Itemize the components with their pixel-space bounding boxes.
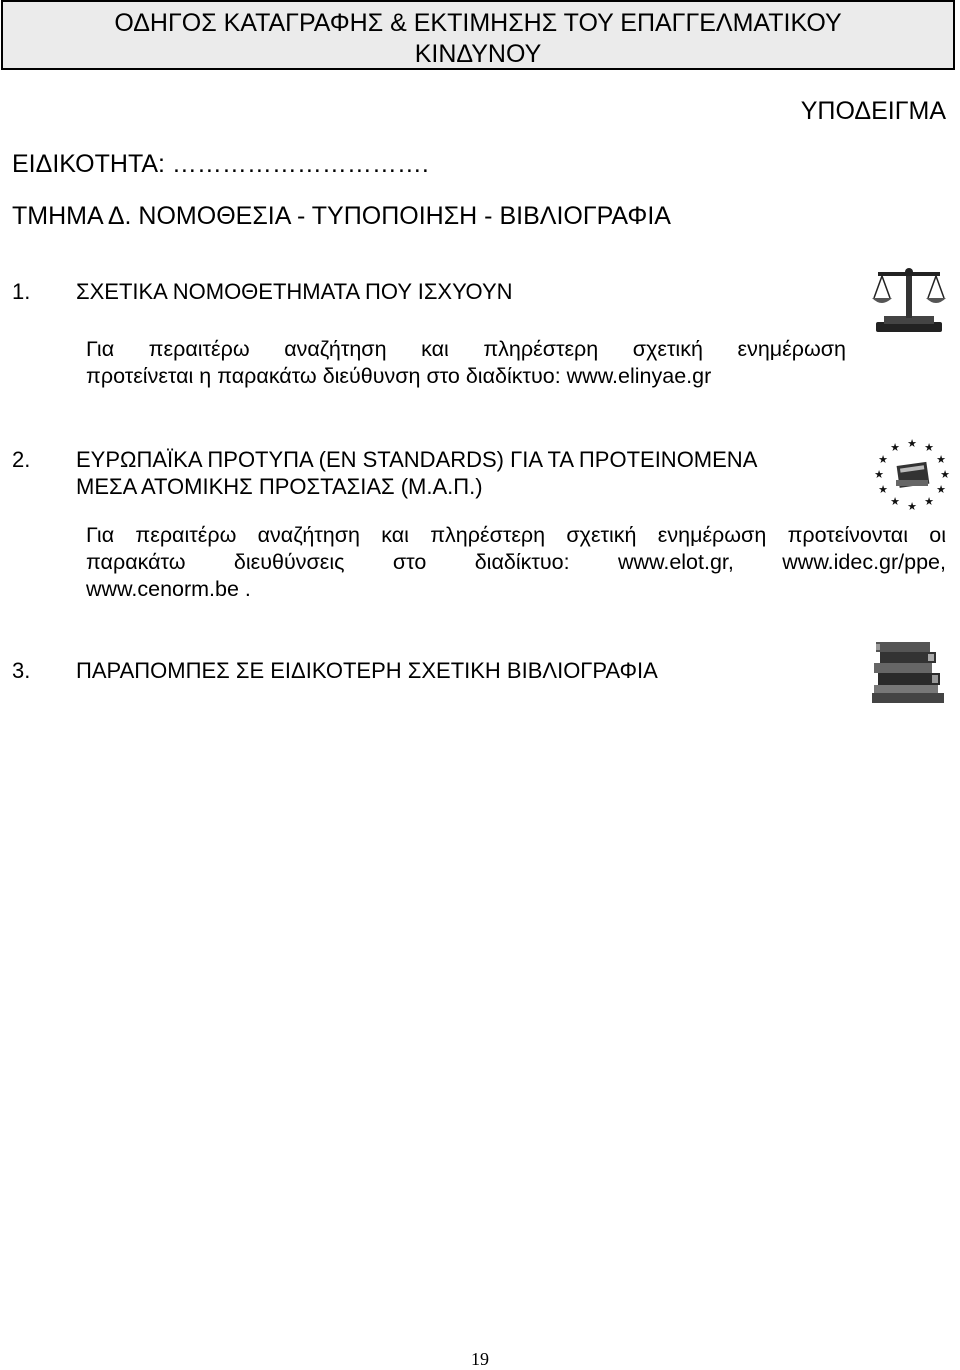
section-1-number: 1. [12, 279, 31, 304]
document-title-line-2: ΚΙΝΔΥΝΟΥ [414, 40, 542, 68]
section-2-heading-line-2: ΜΕΣΑ ΑΤΟΜΙΚΗΣ ΠΡΟΣΤΑΣΙΑΣ (Μ.Α.Π.) [76, 474, 483, 499]
section-2-body-line-2: παρακάτω διευθύνσεις στο διαδίκτυο: www.elot.gr, www.idec.gr/ppe, [86, 550, 946, 574]
section-1-heading: ΣΧΕΤΙΚΑ ΝΟΜΟΘΕΤΗΜΑΤΑ ΠΟΥ ΙΣΧΥΟΥΝ [76, 279, 513, 304]
svg-text:★: ★ [907, 500, 917, 512]
section-1-body-line-1: Για περαιτέρω αναζήτηση και πληρέστερη σχετική ενημέρωση [86, 337, 846, 361]
section-title: ΤΜΗΜΑ Δ. ΝΟΜΟΘΕΣΙΑ - ΤΥΠΟΠΟΙΗΣΗ - ΒΙΒΛΙΟΓΡΑΦΙΑ [12, 202, 671, 230]
svg-text:★: ★ [936, 453, 946, 466]
document-title-box [1, 0, 955, 70]
book-stack-icon [872, 640, 946, 704]
svg-text:★: ★ [874, 468, 884, 481]
section-2-body-line-1: Για περαιτέρω αναζήτηση και πληρέστερη σχετική ενημέρωση προτείνονται οι [86, 523, 946, 547]
section-2-body-line-3: www.cenorm.be . [86, 577, 251, 601]
svg-text:★: ★ [878, 483, 888, 496]
svg-text:★: ★ [878, 453, 888, 466]
section-2-number: 2. [12, 447, 31, 472]
page-number: 19 [471, 1349, 489, 1369]
eu-stars-book-icon [874, 436, 950, 512]
sample-label: ΥΠΟΔΕΙΓΜΑ [800, 97, 946, 125]
section-1-body-line-2: προτείνεται η παρακάτω διεύθυνση στο διαδίκτυο: www.elinyae.gr [86, 364, 712, 388]
svg-text:★: ★ [924, 441, 934, 454]
svg-text:★: ★ [940, 468, 950, 481]
svg-text:★: ★ [907, 437, 917, 450]
document-title-line-1: ΟΔΗΓΟΣ ΚΑΤΑΓΡΑΦΗΣ & ΕΚΤΙΜΗΣΗΣ ΤΟΥ ΕΠΑΓΓΕΛΜΑΤΙΚΟΥ [114, 9, 842, 37]
svg-text:★: ★ [890, 441, 900, 454]
section-3-heading: ΠΑΡΑΠΟΜΠΕΣ ΣΕ ΕΙΔΙΚΟΤΕΡΗ ΣΧΕΤΙΚΗ ΒΙΒΛΙΟΓΡΑΦΙΑ [76, 658, 658, 683]
svg-text:★: ★ [890, 495, 900, 508]
specialty-field: ΕΙΔΙΚΟΤΗΤΑ: …………………………. [12, 150, 429, 178]
svg-text:★: ★ [936, 483, 946, 496]
section-2-heading-line-1: ΕΥΡΩΠΑΪΚΑ ΠΡΟΤΥΠΑ (EN STANDARDS) ΓΙΑ ΤΑ ΠΡΟΤΕΙΝΟΜΕΝΑ [76, 447, 758, 472]
svg-text:★: ★ [924, 495, 934, 508]
section-3-number: 3. [12, 658, 31, 683]
scales-of-justice-icon [870, 264, 948, 338]
